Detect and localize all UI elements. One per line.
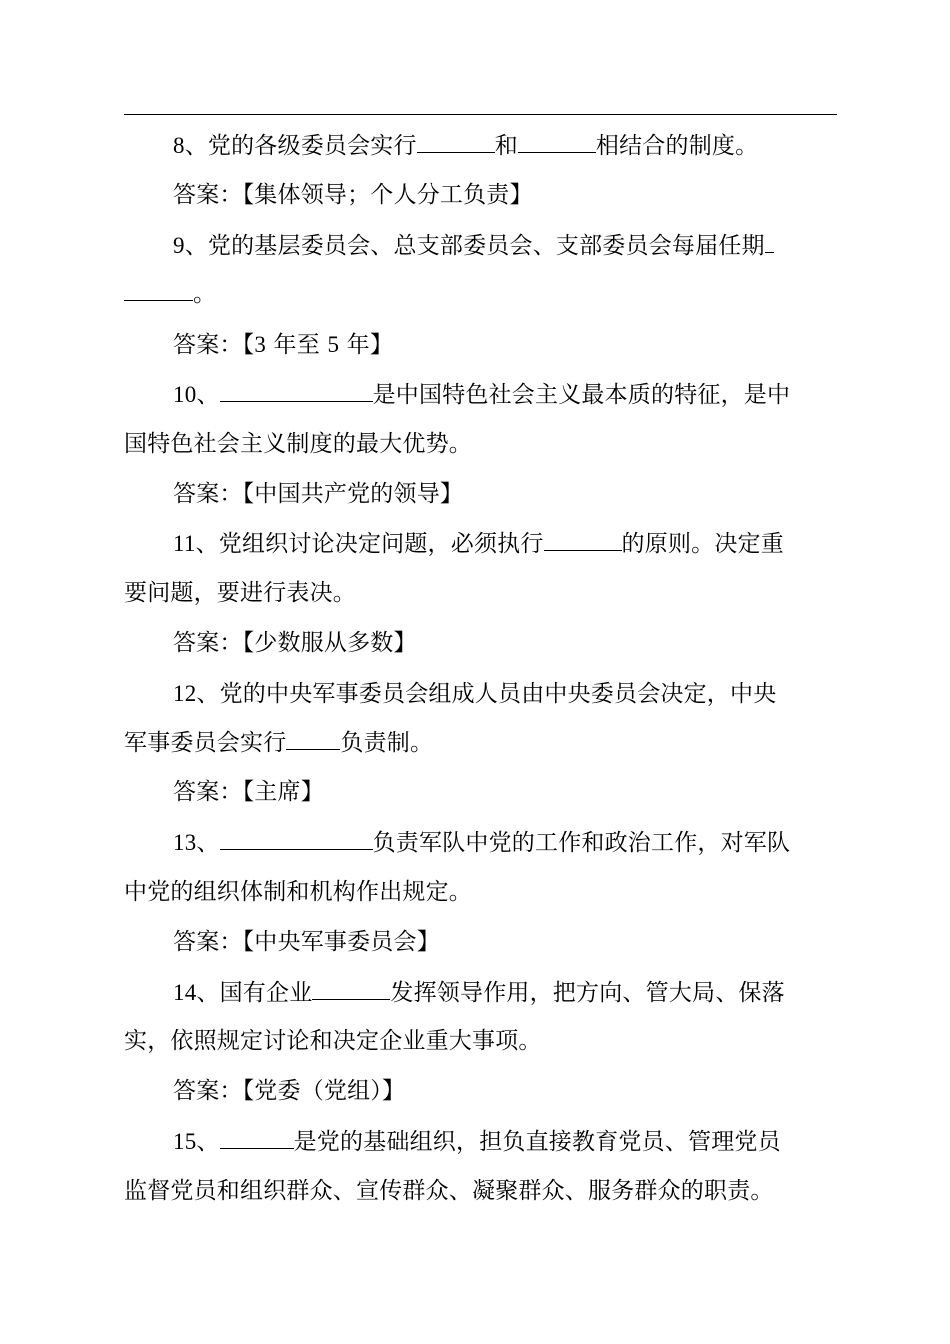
question-8-line-1: 8、党的各级委员会实行 和 相结合的制度。	[173, 133, 759, 159]
answer-blank	[220, 1147, 294, 1149]
question-14-line-1: 14、国有企业 发挥领导作用，把方向、管大局、保落	[173, 979, 785, 1006]
answer-blank	[765, 251, 774, 253]
answer-blank	[286, 748, 340, 750]
answer-8: 答案：【集体领导；个人分工负责】	[173, 181, 533, 208]
question-10-line-2: 国特色社会主义制度的最大优势。	[124, 430, 472, 457]
question-9-line-2: 。	[124, 270, 837, 320]
answer-11: 答案：【少数服从多数】	[173, 629, 417, 656]
question-12-line-2: 军事委员会实行 负责制。	[124, 729, 434, 756]
question-14-line-2: 实，依照规定讨论和决定企业重大事项。	[124, 1028, 542, 1055]
question-10-line-1: 10、 是中国特色社会主义最本质的特征，是中	[173, 381, 791, 408]
answer-12: 答案：【主席】	[173, 779, 324, 806]
answer-14: 答案：【党委（党组）】	[173, 1078, 406, 1105]
answer-blank	[220, 848, 373, 850]
question-15-line-1: 15、 是党的基础组织，担负直接教育党员、管理党员	[173, 1128, 781, 1155]
answer-blank	[220, 400, 373, 402]
answer-blank	[518, 151, 596, 153]
answer-10: 答案：【中国共产党的领导】	[173, 480, 464, 507]
answer-blank	[312, 998, 390, 1000]
question-list	[124, 121, 837, 1217]
answer-blank	[417, 151, 495, 153]
question-9-line-1: 9、党的基层委员会、总支部委员会、支部委员会每届任期	[124, 221, 837, 271]
answer-blank	[124, 299, 193, 301]
answer-blank	[544, 549, 622, 551]
answer-13: 答案：【中央军事委员会】	[173, 928, 440, 955]
question-15-line-2: 监督党员和组织群众、宣传群众、凝聚群众、服务群众的职责。	[124, 1177, 774, 1204]
question-13-line-2: 中党的组织体制和机构作出规定。	[124, 878, 472, 905]
header-rule	[124, 114, 837, 115]
question-12-line-1: 12、党的中央军事委员会组成人员由中央委员会决定，中央	[173, 680, 777, 707]
question-11-line-2: 要问题，要进行表决。	[124, 580, 356, 607]
question-13-line-1: 13、 负责军队中党的工作和政治工作，对军队	[173, 830, 791, 857]
question-11-line-1: 11、党组织讨论决定问题，必须执行 的原则。决定重	[173, 531, 784, 558]
answer-9: 答案：【3 年至 5 年】	[173, 332, 394, 359]
